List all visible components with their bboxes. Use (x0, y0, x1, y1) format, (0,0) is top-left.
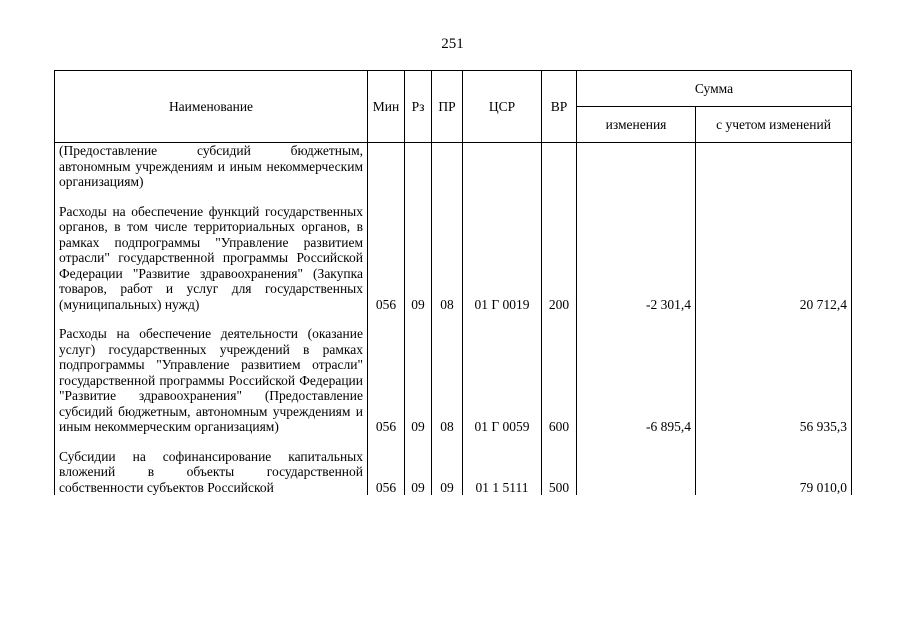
header-min: Мин (368, 71, 405, 143)
header-pr: ПР (432, 71, 463, 143)
row-pr: 08 (432, 204, 463, 313)
row-change (577, 143, 696, 190)
header-vr: ВР (542, 71, 577, 143)
row-csr: 01 1 5111 (463, 449, 542, 496)
row-rz: 09 (405, 326, 432, 435)
budget-table (54, 70, 852, 495)
row-total: 56 935,3 (696, 326, 852, 435)
row-change (577, 449, 696, 496)
header-with-change: с учетом изменений (696, 107, 852, 143)
row-change: -2 301,4 (577, 204, 696, 313)
row-rz: 09 (405, 204, 432, 313)
row-change: -6 895,4 (577, 326, 696, 435)
row-pr: 08 (432, 326, 463, 435)
row-csr (463, 143, 542, 190)
row-total: 20 712,4 (696, 204, 852, 313)
table-row (55, 449, 852, 496)
row-csr: 01 Г 0059 (463, 326, 542, 435)
header-rz: Рз (405, 71, 432, 143)
row-pr (432, 143, 463, 190)
row-name: Расходы на обеспечение функций государственных органов, в том числе территориальных органов, в рамках подпрограммы "Управление развитием отрасли" государственной программы Российской Федерации "Развитие здравоохранения" (Закупка товаров, работ и услуг для государственных (муниципальных) нужд) (55, 204, 368, 313)
header-name: Наименование (55, 71, 368, 143)
row-min: 056 (368, 449, 405, 496)
row-total: 79 010,0 (696, 449, 852, 496)
table-row (55, 326, 852, 435)
row-pr: 09 (432, 449, 463, 496)
row-vr: 600 (542, 326, 577, 435)
row-name: Субсидии на софинансирование капитальных вложений в объекты государственной собственности субъектов Российской (55, 449, 368, 496)
row-rz (405, 143, 432, 190)
row-name: Расходы на обеспечение деятельности (оказание услуг) государственных учреждений в рамках подпрограммы "Управление развитием отрасли" государственной программы Российской Федерации "Развитие здравоохранения" (Предоставление субсидий бюджетным, автономным учреждениям и иным некоммерческим организациям) (55, 326, 368, 435)
header-csr: ЦСР (463, 71, 542, 143)
row-min: 056 (368, 204, 405, 313)
row-csr: 01 Г 0019 (463, 204, 542, 313)
row-min: 056 (368, 326, 405, 435)
row-total (696, 143, 852, 190)
table-row (55, 204, 852, 313)
header-sum: Сумма (577, 71, 852, 107)
row-rz: 09 (405, 449, 432, 496)
page-number: 251 (441, 36, 464, 52)
table-row (55, 143, 852, 190)
row-min (368, 143, 405, 190)
header-change: изменения (577, 107, 696, 143)
row-vr (542, 143, 577, 190)
row-vr: 500 (542, 449, 577, 496)
row-name: (Предоставление субсидий бюджетным, автономным учреждениям и иным некоммерческим организациям) (55, 143, 368, 190)
row-vr: 200 (542, 204, 577, 313)
